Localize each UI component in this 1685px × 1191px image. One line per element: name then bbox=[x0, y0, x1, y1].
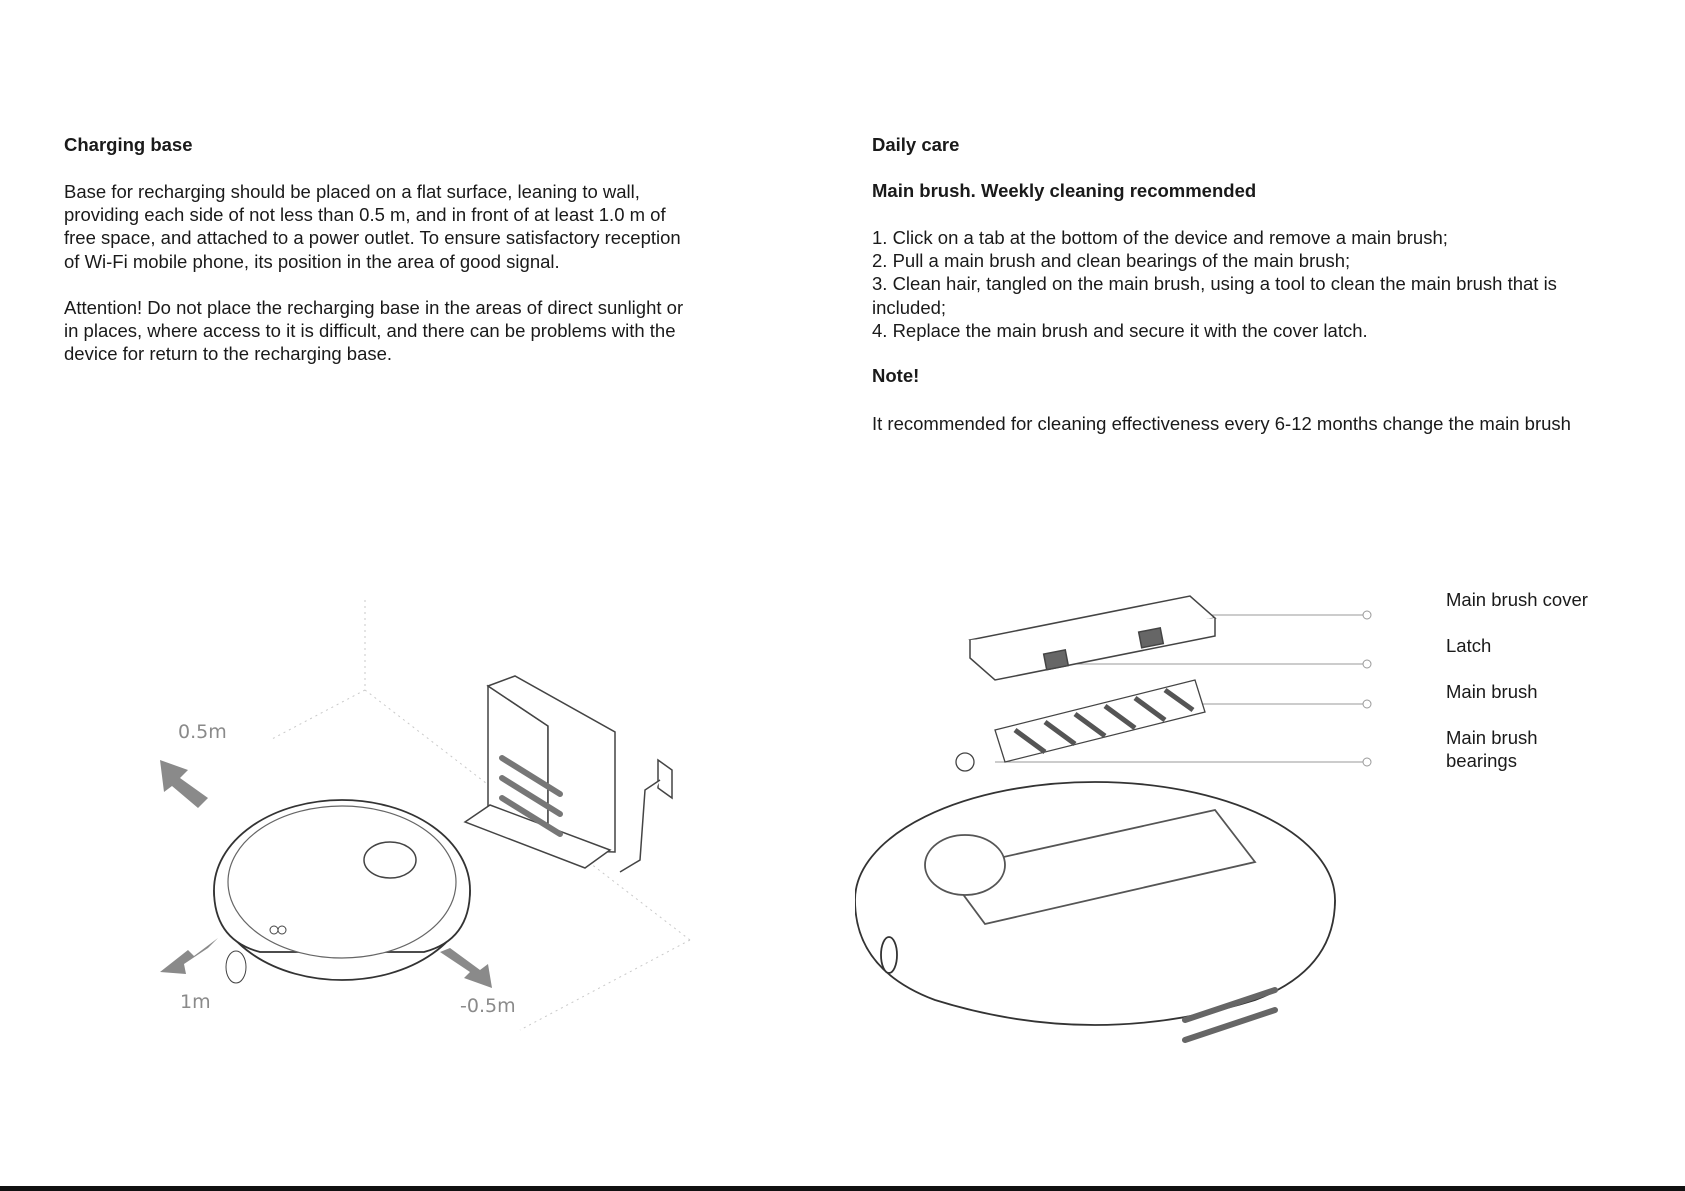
placement-paragraph bbox=[64, 180, 681, 273]
label-main-brush: Main brush bbox=[1446, 681, 1538, 702]
arrow-side-icon bbox=[160, 760, 208, 808]
daily-care-title: Daily care bbox=[872, 134, 960, 155]
cleaning-steps bbox=[872, 226, 1557, 342]
charging-base-title: Charging base bbox=[64, 134, 193, 155]
note-text bbox=[872, 412, 1571, 435]
charging-base-placement-illustration bbox=[60, 560, 740, 1120]
label-main-brush-cover: Main brush cover bbox=[1446, 589, 1588, 610]
label-line: Main brush bbox=[1446, 727, 1538, 748]
step-line: included; bbox=[872, 296, 947, 318]
robot-vacuum-icon bbox=[214, 800, 470, 983]
dimension-side-label: 0.5m bbox=[178, 721, 227, 743]
label-latch: Latch bbox=[1446, 635, 1492, 656]
note-line: It recommended for cleaning effectiveness every 6-12 months change the main brush bbox=[872, 413, 1571, 434]
charging-base-icon bbox=[465, 676, 672, 872]
dimension-front-label: 1m bbox=[180, 991, 211, 1013]
placement-line: free space, and attached to a power outlet. To ensure satisfactory reception bbox=[64, 227, 681, 249]
main-brush-subtitle: Main brush. Weekly cleaning recommended bbox=[872, 180, 1257, 201]
main-brush-icon bbox=[956, 680, 1205, 771]
step-line: 1. Click on a tab at the bottom of the device and remove a main brush; bbox=[872, 227, 1448, 248]
main-brush-exploded-illustration bbox=[855, 580, 1375, 1060]
robot-underside-icon bbox=[855, 782, 1335, 1040]
note-title: Note! bbox=[872, 365, 920, 386]
attention-line: in places, where access to it is difficult, and there can be problems with the bbox=[64, 320, 676, 342]
placement-line: providing each side of not less than 0.5 m, and in front of at least 1.0 m of bbox=[64, 204, 666, 226]
step-line: 2. Pull a main brush and clean bearings of the main brush; bbox=[872, 250, 1351, 272]
dimension-right-label: -0.5m bbox=[460, 995, 516, 1017]
label-main-brush-bearings bbox=[1446, 726, 1538, 772]
step-line: 4. Replace the main brush and secure it with the cover latch. bbox=[872, 319, 1368, 341]
step-line: 3. Clean hair, tangled on the main brush, using a tool to clean the main brush that is bbox=[872, 273, 1557, 295]
attention-line: device for return to the recharging base. bbox=[64, 343, 393, 365]
attention-line: Attention! Do not place the recharging base in the areas of direct sunlight or bbox=[64, 297, 684, 318]
arrow-right-icon bbox=[440, 948, 492, 988]
arrow-front-icon bbox=[160, 938, 218, 974]
placement-line: Base for recharging should be placed on a flat surface, leaning to wall, bbox=[64, 181, 640, 202]
page-bottom-rule bbox=[0, 1186, 1685, 1191]
attention-paragraph bbox=[64, 296, 683, 366]
placement-line: of Wi-Fi mobile phone, its position in the area of good signal. bbox=[64, 250, 560, 272]
brush-cover-icon bbox=[970, 596, 1215, 680]
label-line: bearings bbox=[1446, 750, 1517, 772]
